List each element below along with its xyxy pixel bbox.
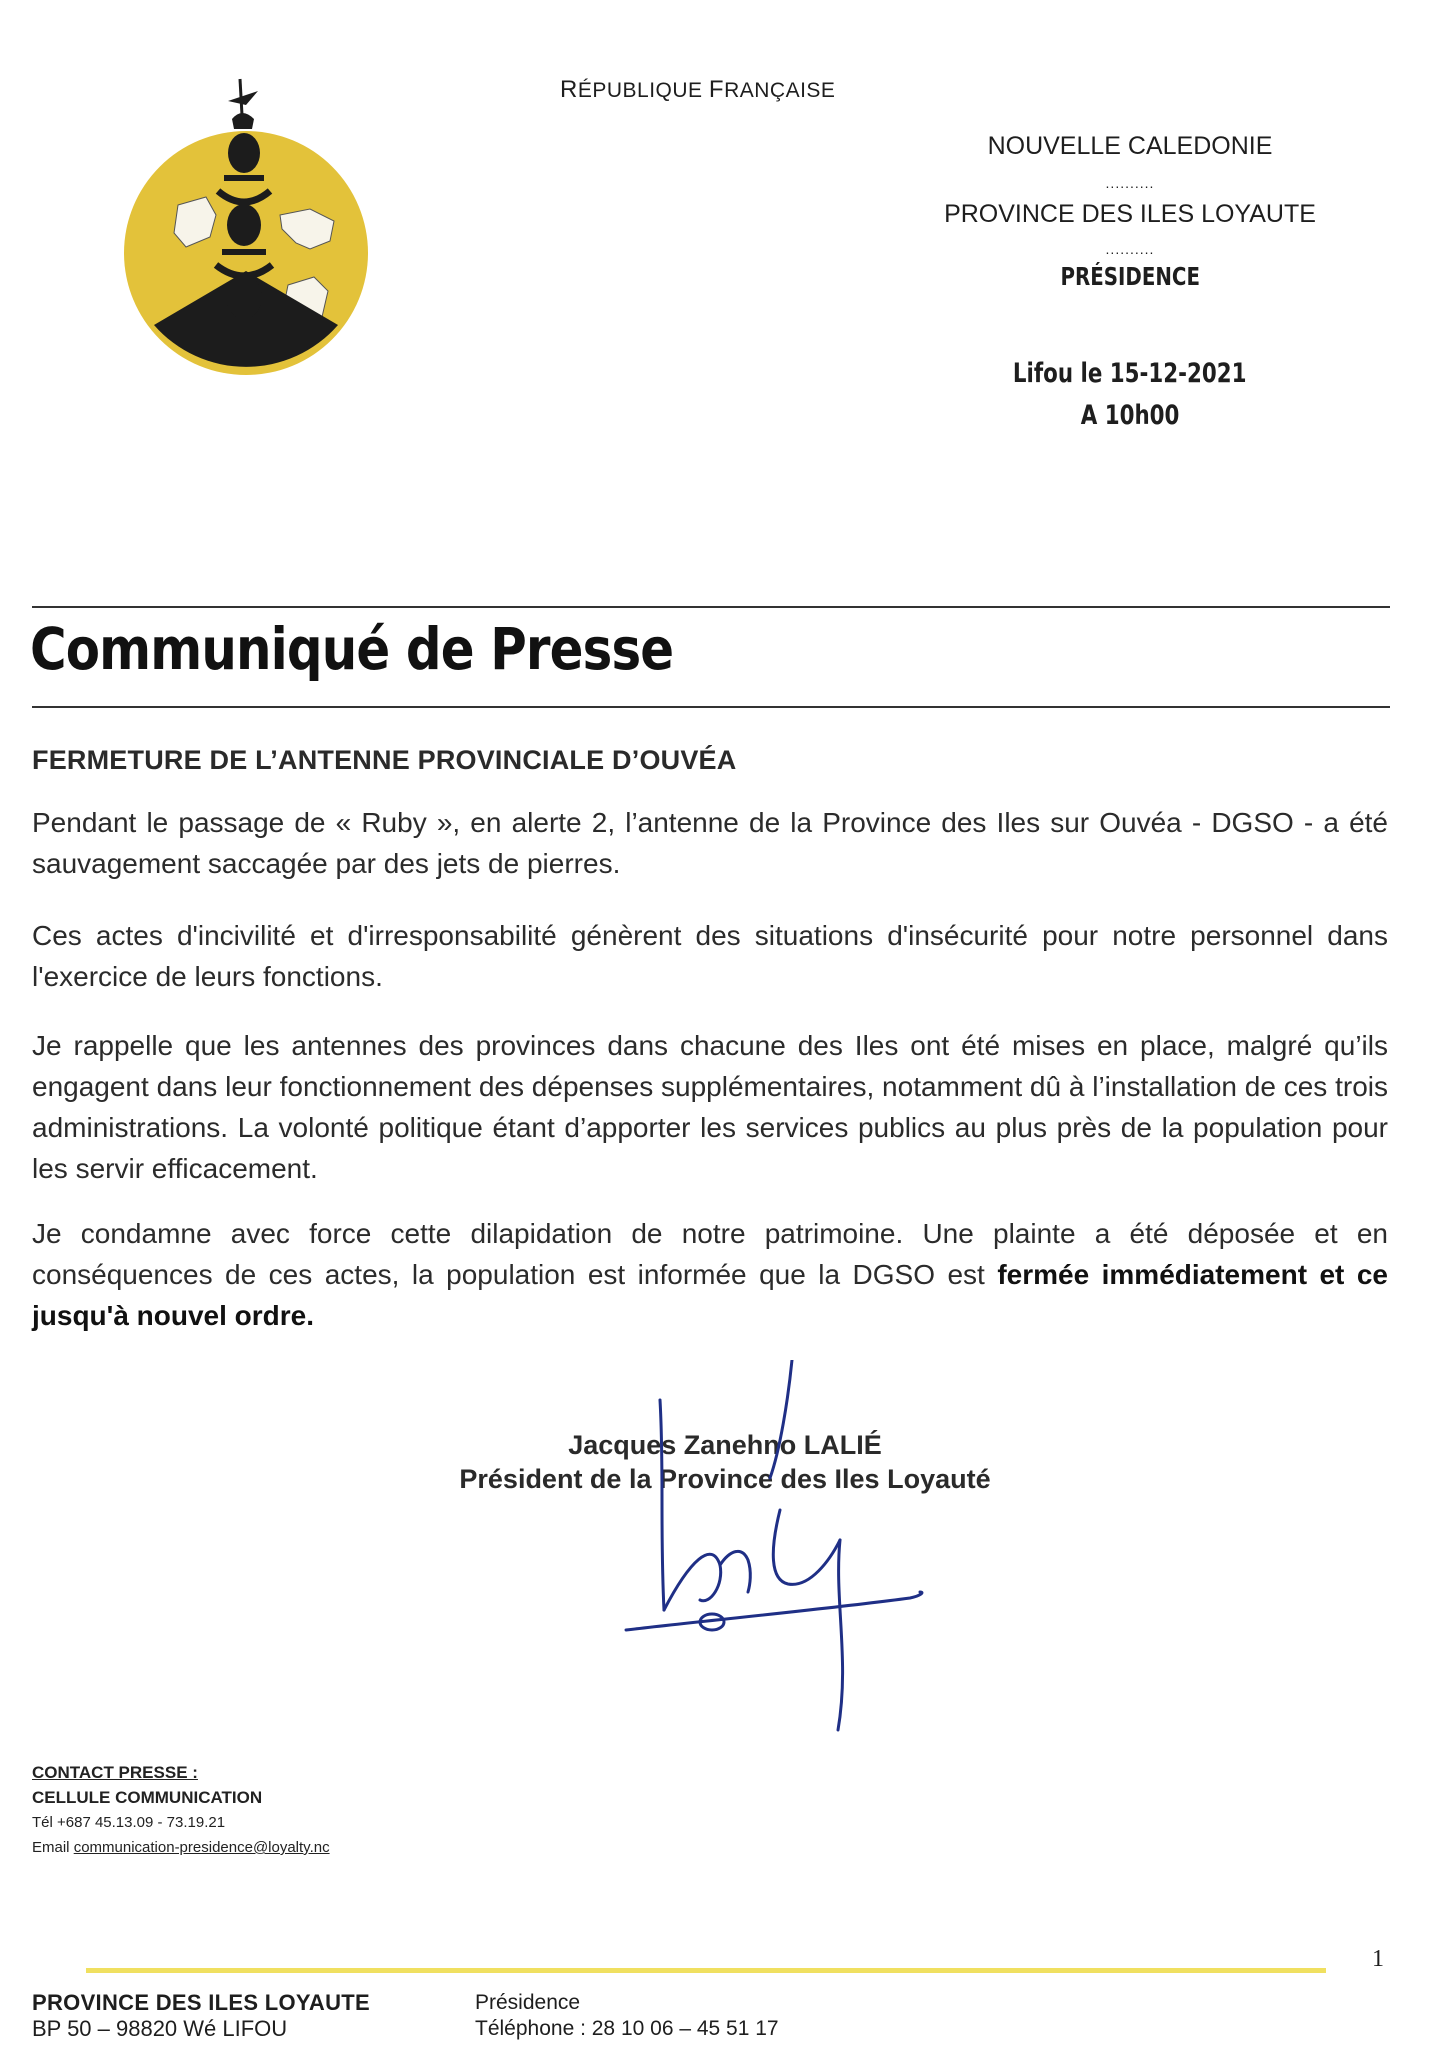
body-paragraph-4: Je condamne avec force cette dilapidation de notre patrimoine. Une plainte a été déposée et en conséquences de ces actes, la population est informée que la DGSO est fermée immédiatement et ce jusqu'à nouvel ordre. bbox=[32, 1218, 1388, 1331]
republique-francaise-heading: RÉPUBLIQUE FRANÇAISE bbox=[560, 76, 836, 103]
page-number: 1 bbox=[1372, 1946, 1384, 1972]
office-name: PRÉSIDENCE bbox=[1060, 262, 1200, 291]
contact-email-link[interactable]: communication-presidence@loyalty.nc bbox=[73, 1839, 330, 1856]
country-name: NOUVELLE CALEDONIE bbox=[987, 132, 1273, 160]
title-bottom-rule bbox=[32, 706, 1390, 708]
body-paragraph-1: Pendant le passage de « Ruby », en alerte 2, l’antenne de la Province des Iles sur Ouvéa - DGSO - a été sauvagement saccagée par des jets de pierres. bbox=[32, 807, 1388, 879]
province-name: PROVINCE DES ILES LOYAUTE bbox=[944, 200, 1316, 228]
header-separator: .......... bbox=[1105, 241, 1155, 257]
date-line: Lifou le 15-12-2021 bbox=[1013, 358, 1247, 389]
header-separator: .......... bbox=[1105, 175, 1155, 191]
footer-phone: Téléphone : 28 10 06 – 45 51 17 bbox=[475, 2017, 779, 2040]
signatory-role: Président de la Province des Iles Loyauté bbox=[459, 1464, 991, 1494]
document-subject: FERMETURE DE L’ANTENNE PROVINCIALE D’OUVÉA bbox=[32, 745, 737, 775]
province-emblem-logo bbox=[118, 75, 378, 395]
signatory-name: Jacques Zanehno LALIÉ bbox=[568, 1430, 882, 1460]
body-paragraph-3: Je rappelle que les antennes des provinces dans chacune des Iles ont été mises en place, malgré qu’ils engagent dans leur fonctionnement des dépenses supplémentaires, notamment dû à l’installation de ces trois administrations. La volonté politique étant d’apporter les services publics au plus près de la population pour les servir efficacement. bbox=[32, 1030, 1388, 1184]
footer-org: PROVINCE DES ILES LOYAUTE bbox=[32, 1990, 370, 2015]
body-paragraph-2: Ces actes d'incivilité et d'irresponsabilité génèrent des situations d'insécurité pour notre personnel dans l'exercice de leurs fonctions. bbox=[32, 920, 1388, 992]
press-contact-block bbox=[32, 1760, 330, 1860]
footer-postal: BP 50 – 98820 Wé LIFOU bbox=[32, 2016, 288, 2041]
footer-yellow-rule bbox=[86, 1968, 1326, 1973]
contact-unit: CELLULE COMMUNICATION bbox=[32, 1788, 263, 1807]
footer-dept-name: Présidence bbox=[475, 1991, 581, 2014]
time-line: A 10h00 bbox=[1080, 400, 1180, 431]
contact-heading: CONTACT PRESSE : bbox=[32, 1763, 198, 1782]
title-top-rule bbox=[32, 606, 1390, 608]
contact-email-row: Email communication-presidence@loyalty.nc bbox=[32, 1839, 330, 1856]
closure-notice: fermée immédiatement et ce jusqu'à nouvel ordre. bbox=[32, 1259, 1388, 1331]
footer-address bbox=[32, 1990, 370, 2042]
document-title: Communiqué de Presse bbox=[30, 615, 674, 683]
handwritten-signature bbox=[620, 1360, 960, 1740]
contact-phone: Tél +687 45.13.09 - 73.19.21 bbox=[32, 1814, 226, 1831]
footer-department bbox=[475, 1990, 779, 2042]
